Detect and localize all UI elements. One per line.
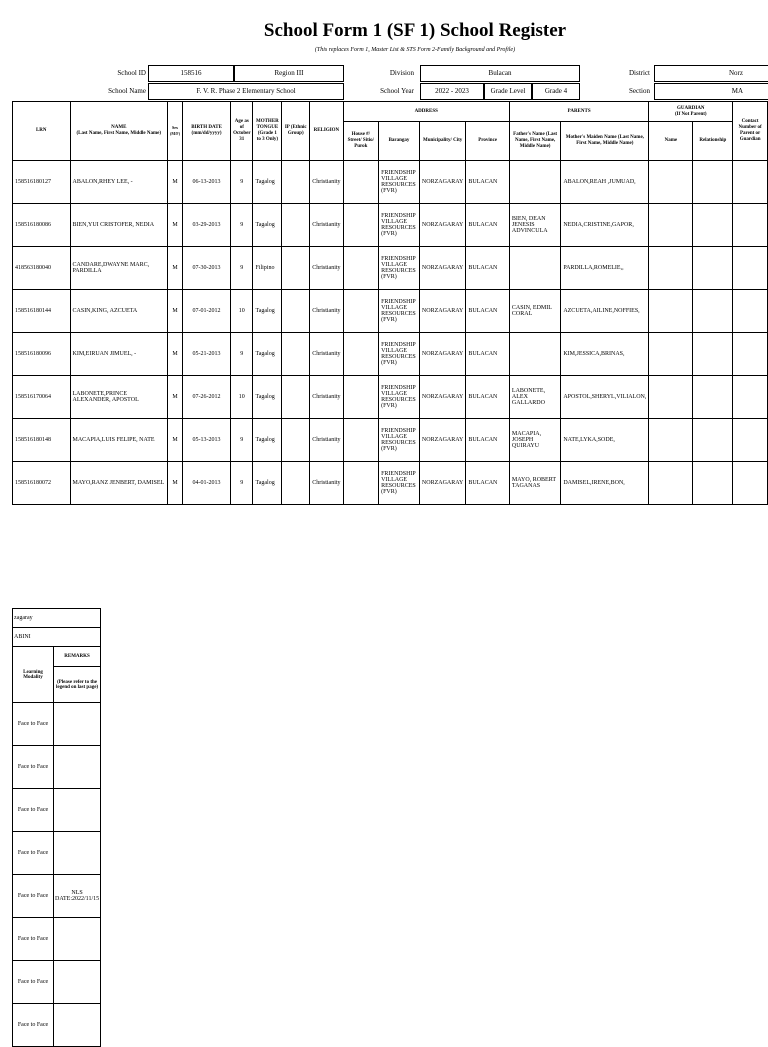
district-tail: zagaray — [13, 609, 101, 628]
province-cell: BULACAN — [466, 376, 510, 419]
header-contact: Contact Number of Parent or Guardian — [733, 102, 768, 161]
header-name: NAME (Last Name, First Name, Middle Name) — [70, 102, 168, 161]
house-cell — [343, 161, 379, 204]
province-cell: BULACAN — [466, 247, 510, 290]
age-cell: 9 — [231, 161, 253, 204]
mother-cell: APOSTOL,SHERYL,VILIALON, — [561, 376, 649, 419]
header-guardian: GUARDIAN (If Not Parent) — [649, 102, 733, 122]
guardian-relationship-cell — [693, 333, 733, 376]
name-cell: MACAPIA,LUIS FELIPE, NATE — [70, 419, 168, 462]
modality-cell: Face to Face — [13, 1004, 54, 1047]
barangay-cell: FRIENDSHIP VILLAGE RESOURCES (FVR) — [379, 161, 420, 204]
age-cell: 9 — [231, 333, 253, 376]
tongue-cell: Tagalog — [253, 419, 282, 462]
list-item — [13, 875, 101, 918]
header-barangay: Barangay — [379, 122, 420, 161]
remarks-table — [12, 608, 101, 1047]
header-sex: Sex (M/F) — [168, 102, 183, 161]
municipality-cell: NORZAGARAY — [419, 333, 465, 376]
house-cell — [343, 247, 379, 290]
age-cell: 9 — [231, 462, 253, 505]
municipality-cell: NORZAGARAY — [419, 376, 465, 419]
ip-cell — [282, 419, 310, 462]
list-item — [13, 961, 101, 1004]
school-name-label: School Name — [108, 87, 146, 95]
ip-cell — [282, 161, 310, 204]
modality-cell: Face to Face — [13, 875, 54, 918]
contact-cell — [733, 376, 768, 419]
header-mother-tongue: MOTHER TONGUE (Grade 1 to 3 Only) — [253, 102, 282, 161]
tongue-cell: Tagalog — [253, 376, 282, 419]
mother-cell: DAMISEL,IRENE,BON, — [561, 462, 649, 505]
contact-cell — [733, 462, 768, 505]
remarks-cell — [54, 918, 101, 961]
house-cell — [343, 204, 379, 247]
barangay-cell: FRIENDSHIP VILLAGE RESOURCES (FVR) — [379, 290, 420, 333]
header-age: Age as of October 31 — [231, 102, 253, 161]
mother-cell: AZCUETA,AILINE,NOFFIES, — [561, 290, 649, 333]
municipality-cell: NORZAGARAY — [419, 247, 465, 290]
form-title: School Form 1 (SF 1) School Register — [263, 20, 567, 41]
religion-cell: Christianity — [310, 376, 343, 419]
guardian-name-cell — [649, 462, 693, 505]
list-item — [13, 1004, 101, 1047]
barangay-cell: FRIENDSHIP VILLAGE RESOURCES (FVR) — [379, 204, 420, 247]
ip-cell — [282, 247, 310, 290]
province-cell: BULACAN — [466, 419, 510, 462]
contact-cell — [733, 333, 768, 376]
table-row — [13, 462, 768, 505]
lrn-cell: 158516180072 — [13, 462, 71, 505]
register-table — [12, 101, 768, 505]
name-cell: CANDARE,DWAYNE MARC, PARDILLA — [70, 247, 168, 290]
province-cell: BULACAN — [466, 333, 510, 376]
birth-cell: 04-01-2013 — [183, 462, 231, 505]
contact-cell — [733, 290, 768, 333]
house-cell — [343, 462, 379, 505]
remarks-cell — [54, 703, 101, 746]
sex-cell: M — [168, 462, 183, 505]
table-row — [13, 376, 768, 419]
province-cell: BULACAN — [466, 204, 510, 247]
father-cell: LABONETE, ALEX GALLARDO — [509, 376, 560, 419]
religion-cell: Christianity — [310, 161, 343, 204]
barangay-cell: FRIENDSHIP VILLAGE RESOURCES (FVR) — [379, 419, 420, 462]
modality-cell: Face to Face — [13, 832, 54, 875]
ip-cell — [282, 376, 310, 419]
modality-cell: Face to Face — [13, 961, 54, 1004]
name-cell: CASIN,KING, AZCUETA — [70, 290, 168, 333]
table-row — [13, 419, 768, 462]
name-cell: KIM,EIRUAN JIMUEL, - — [70, 333, 168, 376]
age-cell: 9 — [231, 247, 253, 290]
mother-cell: PARDILLA,ROMELIE,, — [561, 247, 649, 290]
sex-cell: M — [168, 333, 183, 376]
guardian-relationship-cell — [693, 419, 733, 462]
header-mother: Mother's Maiden Name (Last Name, First Name, Middle Name) — [561, 122, 649, 161]
birth-cell: 07-26-2012 — [183, 376, 231, 419]
table-row — [13, 204, 768, 247]
father-cell — [509, 333, 560, 376]
sex-cell: M — [168, 204, 183, 247]
header-parents: PARENTS — [509, 102, 648, 122]
guardian-name-cell — [649, 333, 693, 376]
barangay-cell: FRIENDSHIP VILLAGE RESOURCES (FVR) — [379, 376, 420, 419]
guardian-relationship-cell — [693, 376, 733, 419]
house-cell — [343, 290, 379, 333]
tongue-cell: Tagalog — [253, 290, 282, 333]
section-tail: ABINI — [13, 628, 101, 647]
father-cell — [509, 161, 560, 204]
barangay-cell: FRIENDSHIP VILLAGE RESOURCES (FVR) — [379, 462, 420, 505]
header-religion: RELIGION — [310, 102, 343, 161]
ip-cell — [282, 204, 310, 247]
guardian-name-cell — [649, 419, 693, 462]
religion-cell: Christianity — [310, 462, 343, 505]
municipality-cell: NORZAGARAY — [419, 462, 465, 505]
modality-cell: Face to Face — [13, 703, 54, 746]
region-value: Region III — [234, 65, 344, 82]
header-birth-date: BIRTH DATE (mm/dd/yyyy) — [183, 102, 231, 161]
guardian-name-cell — [649, 376, 693, 419]
list-item — [13, 789, 101, 832]
father-cell: CASIN, EDMIL CORAL — [509, 290, 560, 333]
ip-cell — [282, 333, 310, 376]
contact-cell — [733, 204, 768, 247]
grade-level-label: Grade Level — [484, 83, 532, 100]
house-cell — [343, 419, 379, 462]
guardian-relationship-cell — [693, 462, 733, 505]
mother-cell: KIM,JESSICA,BRINAS, — [561, 333, 649, 376]
header-lrn: LRN — [13, 102, 71, 161]
list-item — [13, 918, 101, 961]
section-value: MA — [654, 83, 768, 100]
sex-cell: M — [168, 290, 183, 333]
remarks-cell — [54, 1004, 101, 1047]
modality-cell: Face to Face — [13, 789, 54, 832]
guardian-relationship-cell — [693, 204, 733, 247]
school-year-value: 2022 - 2023 — [420, 83, 484, 100]
school-id-value: 158516 — [148, 65, 234, 82]
section-label: Section — [629, 87, 650, 95]
remarks-cell — [54, 832, 101, 875]
modality-cell: Face to Face — [13, 918, 54, 961]
lrn-cell: 158516180096 — [13, 333, 71, 376]
house-cell — [343, 376, 379, 419]
religion-cell: Christianity — [310, 333, 343, 376]
header-house: House #/ Street/ Sitio/ Purok — [343, 122, 379, 161]
birth-cell: 07-01-2012 — [183, 290, 231, 333]
religion-cell: Christianity — [310, 204, 343, 247]
house-cell — [343, 333, 379, 376]
district-value: Norz — [654, 65, 768, 82]
header-father: Father's Name (Last Name, First Name, Middle Name) — [509, 122, 560, 161]
age-cell: 10 — [231, 290, 253, 333]
lrn-cell: 158516180148 — [13, 419, 71, 462]
division-value: Bulacan — [420, 65, 580, 82]
lrn-cell: 158516180144 — [13, 290, 71, 333]
birth-cell: 07-30-2013 — [183, 247, 231, 290]
table-row — [13, 247, 768, 290]
contact-cell — [733, 247, 768, 290]
modality-header: Learning Modality — [13, 647, 54, 703]
guardian-name-cell — [649, 161, 693, 204]
remarks-header: REMARKS — [54, 647, 101, 667]
religion-cell: Christianity — [310, 290, 343, 333]
father-cell: MAYO, ROBERT TAGANAS — [509, 462, 560, 505]
province-cell: BULACAN — [466, 462, 510, 505]
guardian-name-cell — [649, 290, 693, 333]
barangay-cell: FRIENDSHIP VILLAGE RESOURCES (FVR) — [379, 333, 420, 376]
modality-cell: Face to Face — [13, 746, 54, 789]
lrn-cell: 418563180040 — [13, 247, 71, 290]
birth-cell: 06-13-2013 — [183, 161, 231, 204]
remarks-cell — [54, 746, 101, 789]
birth-cell: 05-21-2013 — [183, 333, 231, 376]
school-year-label: School Year — [380, 87, 414, 95]
tongue-cell: Tagalog — [253, 462, 282, 505]
table-row — [13, 333, 768, 376]
religion-cell: Christianity — [310, 247, 343, 290]
guardian-name-cell — [649, 247, 693, 290]
guardian-relationship-cell — [693, 161, 733, 204]
lrn-cell: 158516170064 — [13, 376, 71, 419]
remarks-cell: NLS DATE:2022/11/15 — [54, 875, 101, 918]
religion-cell: Christianity — [310, 419, 343, 462]
header-province: Province — [466, 122, 510, 161]
age-cell: 10 — [231, 376, 253, 419]
municipality-cell: NORZAGARAY — [419, 290, 465, 333]
form-subtitle: (This replaces Form 1, Master List & STS Form 2-Family Background and Profile) — [314, 47, 516, 53]
district-label: District — [629, 69, 650, 77]
tongue-cell: Filipino — [253, 247, 282, 290]
father-cell: BIEN, DEAN JENESIS ADVINCULA — [509, 204, 560, 247]
remarks-subheader: (Please refer to the legend on last page) — [54, 667, 101, 703]
division-label: Division — [389, 69, 414, 77]
birth-cell: 05-13-2013 — [183, 419, 231, 462]
name-cell: ABALON,RHEY LEE, - — [70, 161, 168, 204]
tongue-cell: Tagalog — [253, 204, 282, 247]
header-address: ADDRESS — [343, 102, 509, 122]
school-id-label: School ID — [117, 69, 146, 77]
father-cell: MACAPIA, JOSEPH QUIRAYU — [509, 419, 560, 462]
barangay-cell: FRIENDSHIP VILLAGE RESOURCES (FVR) — [379, 247, 420, 290]
age-cell: 9 — [231, 204, 253, 247]
municipality-cell: NORZAGARAY — [419, 204, 465, 247]
municipality-cell: NORZAGARAY — [419, 419, 465, 462]
list-item — [13, 832, 101, 875]
birth-cell: 03-29-2013 — [183, 204, 231, 247]
contact-cell — [733, 419, 768, 462]
sex-cell: M — [168, 161, 183, 204]
header-ip: IP (Ethnic Group) — [282, 102, 310, 161]
father-cell — [509, 247, 560, 290]
province-cell: BULACAN — [466, 161, 510, 204]
list-item — [13, 746, 101, 789]
ip-cell — [282, 290, 310, 333]
contact-cell — [733, 161, 768, 204]
mother-cell: NATE,LYKA,SODE, — [561, 419, 649, 462]
remarks-cell — [54, 789, 101, 832]
sex-cell: M — [168, 419, 183, 462]
header-guardian-name: Name — [649, 122, 693, 161]
list-item — [13, 703, 101, 746]
remarks-cell — [54, 961, 101, 1004]
header-municipality: Municipality/ City — [419, 122, 465, 161]
lrn-cell: 158516180086 — [13, 204, 71, 247]
grade-level-value: Grade 4 — [532, 83, 580, 100]
province-cell: BULACAN — [466, 290, 510, 333]
guardian-name-cell — [649, 204, 693, 247]
ip-cell — [282, 462, 310, 505]
lrn-cell: 158516180127 — [13, 161, 71, 204]
name-cell: LABONETE,PRINCE ALEXANDER, APOSTOL — [70, 376, 168, 419]
sex-cell: M — [168, 376, 183, 419]
municipality-cell: NORZAGARAY — [419, 161, 465, 204]
table-row — [13, 290, 768, 333]
guardian-relationship-cell — [693, 247, 733, 290]
name-cell: BIEN,YUI CRISTOFER, NEDIA — [70, 204, 168, 247]
age-cell: 9 — [231, 419, 253, 462]
tongue-cell: Tagalog — [253, 161, 282, 204]
table-row — [13, 161, 768, 204]
guardian-relationship-cell — [693, 290, 733, 333]
sex-cell: M — [168, 247, 183, 290]
school-name-value: F. V. R. Phase 2 Elementary School — [148, 83, 344, 100]
mother-cell: NEDIA,CRISTINE,GAPOR, — [561, 204, 649, 247]
header-guardian-relationship: Relationship — [693, 122, 733, 161]
name-cell: MAYO,RANZ JENBERT, DAMISEL — [70, 462, 168, 505]
tongue-cell: Tagalog — [253, 333, 282, 376]
mother-cell: ABALON,REAH ,JUMUAD, — [561, 161, 649, 204]
